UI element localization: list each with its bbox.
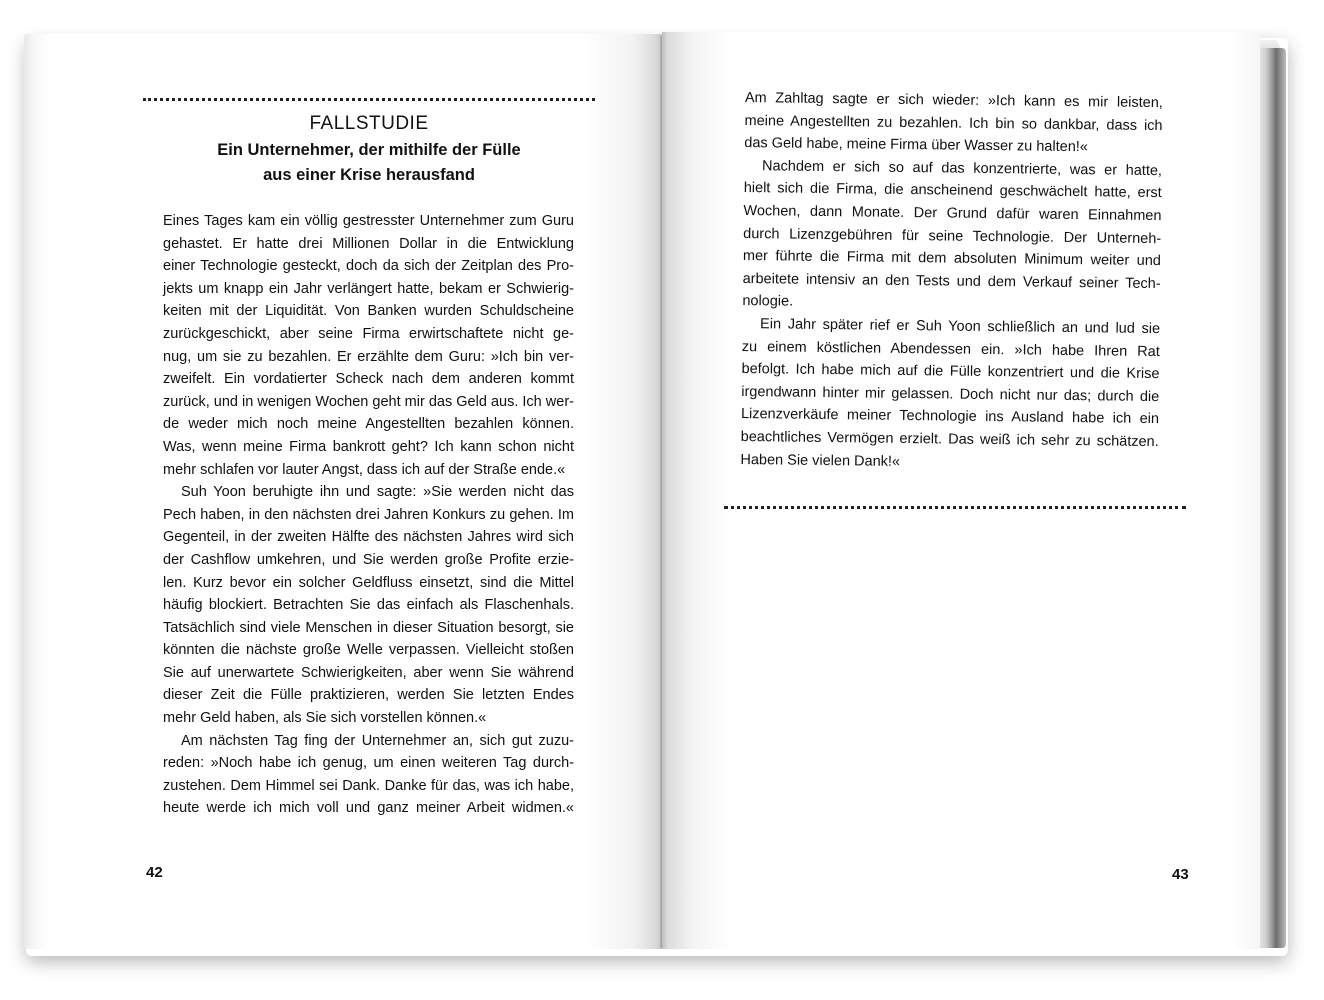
text-line: könnten die nächste große Welle verpassen. Vielleicht stoßen	[163, 642, 574, 659]
page-block-edge	[1258, 48, 1286, 948]
text-line: gehastet. Er hatte drei Millionen Dollar in die Entwicklung	[163, 235, 574, 252]
text-line: Suh Yoon beruhigte ihn und sagte: »Sie werden nicht das	[181, 484, 574, 501]
text-line: zu einem köstlichen Abendessen ein. »Ich habe Ihren Rat	[741, 338, 1160, 360]
text-line: Pech haben, in den nächsten drei Jahren Konkurs zu gehen. Im	[163, 506, 574, 523]
book-gutter	[660, 36, 663, 948]
text-line: durch Lizenzgebühren für seine Technologie. Der Unterneh-	[743, 225, 1162, 247]
text-line: Am Zahltag sagte er sich wieder: »Ich kann es mir leisten,	[744, 89, 1163, 112]
text-line: Wochen, dann Monate. Der Grund dafür waren Einnahmen	[743, 202, 1162, 225]
text-line: einer Technologie gesteckt, doch da sich der Zeitplan des Pro-	[163, 258, 574, 275]
text-line: das Geld habe, meine Firma über Wasser zu halten!«	[744, 135, 1088, 156]
text-line: mer führte die Firma mit dem absoluten Minimum weiter und	[742, 248, 1161, 270]
text-line: keiten mit der Liquidität. Von Banken wurden Schuldscheine	[163, 303, 574, 320]
text-line: Lizenzverkäufe meiner Technologie ins Ausland habe ich ein	[740, 406, 1160, 428]
text-line: zurück, und in wenigen Wochen geht mir das Geld aus. Ich wer-	[163, 393, 574, 410]
text-line: beachtliches Vermögen erzielt. Das weiß ich sehr zu schätzen.	[740, 428, 1159, 450]
text-line: nug, um sie zu bezahlen. Er erzählte dem Guru: »Ich bin ver-	[163, 348, 574, 365]
text-line: mehr schlafen vor lauter Angst, dass ich auf der Straße ende.«	[163, 461, 566, 478]
text-line: befolgt. Ich habe mich auf die Fülle konzentriert und die Krise	[741, 361, 1160, 383]
left-page-body	[163, 210, 574, 820]
text-line: mehr Geld haben, als Sie sich vorstellen können.«	[163, 710, 487, 727]
text-line: nologie.	[742, 293, 794, 310]
text-line: Eines Tages kam ein völlig gestresster Unternehmer zum Guru	[163, 213, 574, 229]
text-line: zweifelt. Ein vordatierter Scheck nach dem anderen kommt	[163, 371, 574, 388]
text-line: de weder mich noch meine Angestellten bezahlen können.	[163, 416, 574, 433]
text-line: Haben Sie vielen Dank!«	[740, 451, 901, 470]
text-line: Ein Jahr später rief er Suh Yoon schließlich an und lud sie	[760, 316, 1161, 338]
section-label: FALLSTUDIE	[309, 113, 429, 134]
text-line: zurückgeschickt, aber seine Firma erwirtschaftete nicht ge-	[163, 325, 574, 342]
text-line: dieser Zeit die Fülle praktizieren, werden Sie letzten Endes	[163, 687, 574, 704]
text-line: meine Angestellten zu bezahlen. Ich bin so dankbar, dass ich	[744, 112, 1163, 134]
text-line: jekts um knapp ein Jahr verlängert hatte, bekam er Schwierig-	[163, 280, 574, 297]
text-line: irgendwann hinter mir gelassen. Doch nicht nur das; durch die	[741, 383, 1160, 405]
text-line: heute werde ich mich voll und ganz meiner Arbeit widmen.«	[163, 800, 574, 817]
text-line: hielt sich die Firma, die anscheinend geschwächelt hatte, erst	[743, 180, 1162, 202]
page-number-left: 42	[146, 864, 163, 881]
text-line: zustehen. Dem Himmel sei Dank. Danke für das, was ich habe,	[163, 777, 574, 794]
text-line: len. Kurz bevor ein solcher Geldfluss einsetzt, sind die Mittel	[163, 574, 574, 591]
text-line: der Cashflow umkehren, und Sie werden große Profite erzie-	[163, 551, 574, 568]
dotted-rule-top	[143, 98, 595, 101]
title-line: aus einer Krise herausfand	[263, 166, 475, 184]
text-line: Nachdem er sich so auf das konzentrierte, was er hatte,	[761, 157, 1163, 179]
dotted-rule-bottom	[724, 506, 1186, 509]
text-line: arbeitete intensiv an den Tests und dem Verkauf seiner Tech-	[742, 270, 1161, 292]
text-line: häufig blockiert. Betrachten Sie das einfach als Flaschenhals.	[163, 597, 574, 614]
text-line: Gegenteil, in der zweiten Hälfte des nächsten Jahres wird sich	[163, 529, 574, 546]
right-page-body	[740, 87, 1163, 476]
title-line: Ein Unternehmer, der mithilfe der Fülle	[217, 141, 521, 159]
text-line: reden: »Noch habe ich genug, um einen weiteren Tag durch-	[163, 755, 574, 772]
page-number-right: 43	[1172, 866, 1189, 883]
text-line: Tatsächlich sind viele Menschen in dieser Situation besorgt, sie	[163, 619, 574, 636]
case-study-title	[143, 138, 595, 188]
text-line: Sie auf unerwartete Schwierigkeiten, aber wenn Sie während	[163, 664, 574, 681]
text-line: Am nächsten Tag fing der Unternehmer an, sich gut zuzu-	[181, 732, 574, 749]
text-line: Was, wenn meine Firma bankrott geht? Ich kann schon nicht	[163, 438, 574, 455]
